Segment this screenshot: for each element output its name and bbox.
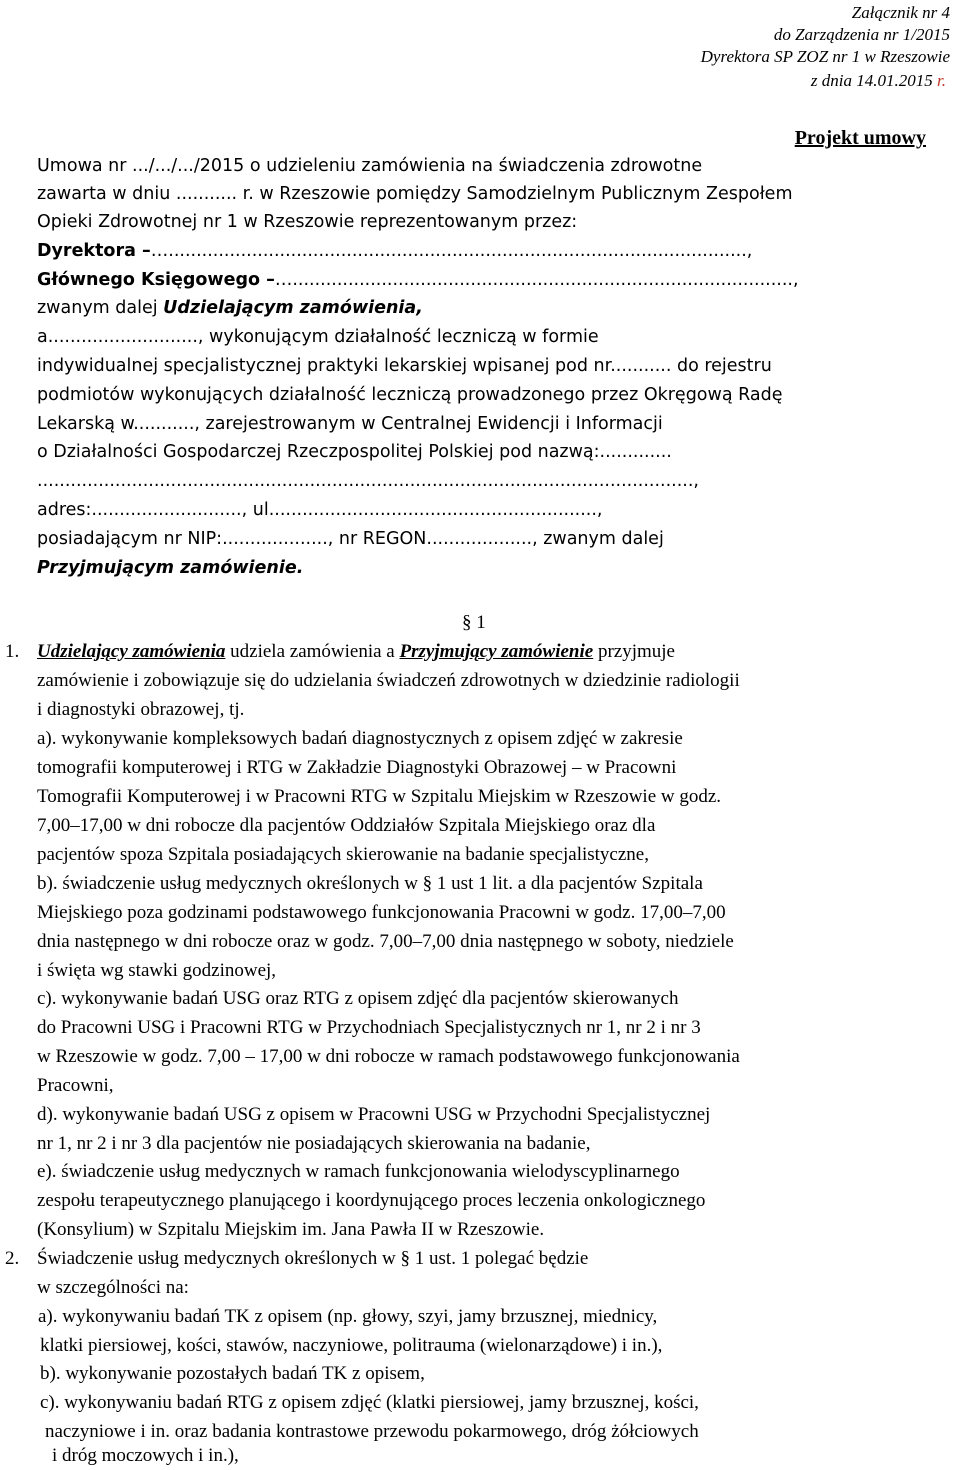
intro-line-3: Opieki Zdrowotnej nr 1 w Rzeszowie reprezentowanym przez: <box>37 212 578 232</box>
director-label: Dyrektora – <box>37 241 151 261</box>
term-accepting: Przyjmujący zamówienie <box>399 641 594 662</box>
subitem-d-line-2: nr 1, nr 2 i nr 3 dla pacjentów nie posiadających skierowania na badanie, <box>37 1133 591 1154</box>
intro-line-2: zawarta w dniu ........... r. w Rzeszowie pomiędzy Samodzielnym Publicznym Zespołem <box>37 184 793 204</box>
subitem-c-line-2: do Pracowni USG i Pracowni RTG w Przychodniach Specjalistycznych nr 1, nr 2 i nr 3 <box>37 1017 701 1038</box>
intro-line-9: podmiotów wykonujących działalność leczniczą prowadzonego przez Okręgową Radę <box>37 385 783 405</box>
subitem-b-line-4: i święta wg stawki godzinowej, <box>37 960 277 981</box>
intro-line-accountant <box>37 269 799 291</box>
intro-line-8: indywidualnej specjalistycznej praktyki lekarskiej wpisanej pod nr........... do rejestru <box>37 356 772 376</box>
intro-line-12: ......................................................................................................................, <box>37 471 699 491</box>
intro-line-11: o Działalności Gospodarczej Rzeczpospolitej Polskiej pod nazwą:............. <box>37 442 672 462</box>
item-1-line-2: zamówienie i zobowiązuje się do udzielania świadczeń zdrowotnych w dziedzinie radiologii <box>37 670 740 691</box>
item-1-verb: przyjmuje <box>593 641 675 662</box>
subitem-a-line-5: pacjentów spoza Szpitala posiadających skierowanie na badanie specjalistyczne, <box>37 844 649 865</box>
accountant-label: Głównego Księgowego – <box>37 270 275 290</box>
header-date-text: z dnia 14.01.2015 <box>810 71 933 90</box>
intro-line-7: a..........................., wykonującym działalność leczniczą w formie <box>37 327 599 347</box>
subitem-d-line-1: d). wykonywanie badań USG z opisem w Pracowni USG w Przychodni Specjalistycznej <box>37 1104 711 1125</box>
intro-line-10: Lekarską w..........., zarejestrowanym w Centralnej Ewidencji i Informacji <box>37 414 663 434</box>
subitem-b-line-3: dnia następnego w dni robocze oraz w godz. 7,00–7,00 dnia następnego w soboty, niedziele <box>37 931 734 952</box>
item-1-connector: udziela zamówienia a <box>225 641 400 662</box>
intro-line-13: adres:..........................., ul..........................................................., <box>37 500 603 520</box>
subitem-e-line-3: (Konsylium) w Szpitalu Miejskim im. Jana Pawła II w Rzeszowie. <box>37 1219 545 1240</box>
item-2-subitem-c-line-1: c). wykonywaniu badań RTG z opisem zdjęć (klatki piersiowej, jamy brzusznej, kości, <box>40 1392 699 1413</box>
header-ordinance: do Zarządzenia nr 1/2015 <box>773 25 950 44</box>
item-2-line-1: Świadczenie usług medycznych określonych w § 1 ust. 1 polegać będzie <box>37 1248 589 1269</box>
intro-line-6 <box>37 297 423 319</box>
director-fill: …........................................................................................................, <box>150 241 753 261</box>
item-1-number: 1. <box>5 641 20 662</box>
subitem-b-line-1: b). świadczenie usług medycznych określonych w § 1 ust 1 lit. a dla pacjentów Szpitala <box>37 873 703 894</box>
intro-line-14: posiadającym nr NIP:..................., nr REGON..................., zwanym dalej <box>37 529 664 549</box>
subitem-a-line-1: a). wykonywanie kompleksowych badań diagnostycznych z opisem zdjęć w zakresie <box>37 728 683 749</box>
header-date-suffix: r. <box>937 71 946 90</box>
term-ordering: Udzielający zamówienia <box>37 641 226 662</box>
intro-line-director <box>37 240 752 262</box>
subitem-e-line-2: zespołu terapeutycznego planującego i koordynującego proces leczenia onkologicznego <box>37 1190 706 1211</box>
subitem-a-line-4: 7,00–17,00 w dni robocze dla pacjentów Oddziałów Szpitala Miejskiego oraz dla <box>37 815 656 836</box>
item-2-number: 2. <box>5 1248 20 1269</box>
party-ordering-term: Udzielającym zamówienia, <box>163 298 423 318</box>
subitem-a-line-2: tomografii komputerowej i RTG w Zakładzie Diagnostyki Obrazowej – w Pracowni <box>37 757 677 778</box>
item-2-subitem-c-line-3: i dróg moczowych i in.), <box>52 1445 239 1466</box>
subitem-c-line-3: w Rzeszowie w godz. 7,00 – 17,00 w dni robocze w ramach podstawowego funkcjonowania <box>37 1046 740 1067</box>
subitem-c-line-4: Pracowni, <box>37 1075 114 1096</box>
item-2-subitem-a-line-1: a). wykonywaniu badań TK z opisem (np. głowy, szyi, jamy brzusznej, miednicy, <box>38 1306 658 1327</box>
intro-line-1: Umowa nr .../.../.../2015 o udzieleniu zamówienia na świadczenia zdrowotne <box>37 156 703 176</box>
header-date <box>811 70 946 92</box>
subitem-b-line-2: Miejskiego poza godzinami podstawowego funkcjonowania Pracowni w godz. 17,00–7,00 <box>37 902 726 923</box>
subitem-c-line-1: c). wykonywanie badań USG oraz RTG z opisem zdjęć dla pacjentów skierowanych <box>37 988 679 1009</box>
subitem-e-line-1: e). świadczenie usług medycznych w ramach funkcjonowania wielodyscyplinarnego <box>37 1161 680 1182</box>
item-2-line-2: w szczególności na: <box>37 1277 189 1298</box>
item-2-subitem-c-line-2: naczyniowe i in. oraz badania kontrastowe przewodu pokarmowego, dróg żółciowych <box>45 1421 699 1442</box>
header-director: Dyrektora SP ZOZ nr 1 w Rzeszowie <box>700 47 950 66</box>
item-2-subitem-a-line-2: klatki piersiowej, kości, stawów, naczyniowe, politrauma (wielonarządowe) i in.), <box>40 1335 663 1356</box>
subitem-a-line-3: Tomografii Komputerowej i w Pracowni RTG w Szpitalu Miejskim w Rzeszowie w godz. <box>37 786 722 807</box>
intro-prefix: zwanym dalej <box>37 298 164 318</box>
party-accepting-term: Przyjmującym zamówienie. <box>37 558 304 578</box>
item-1-line-3: i diagnostyki obrazowej, tj. <box>37 699 245 720</box>
item-1-line-1 <box>37 641 675 663</box>
item-2-subitem-b-line-1: b). wykonywanie pozostałych badań TK z opisem, <box>40 1363 425 1384</box>
accountant-fill: ….........................................................................................., <box>274 270 799 290</box>
header-annex: Załącznik nr 4 <box>851 3 950 22</box>
section-mark: § 1 <box>462 612 486 633</box>
document-title: Projekt umowy <box>794 127 926 149</box>
